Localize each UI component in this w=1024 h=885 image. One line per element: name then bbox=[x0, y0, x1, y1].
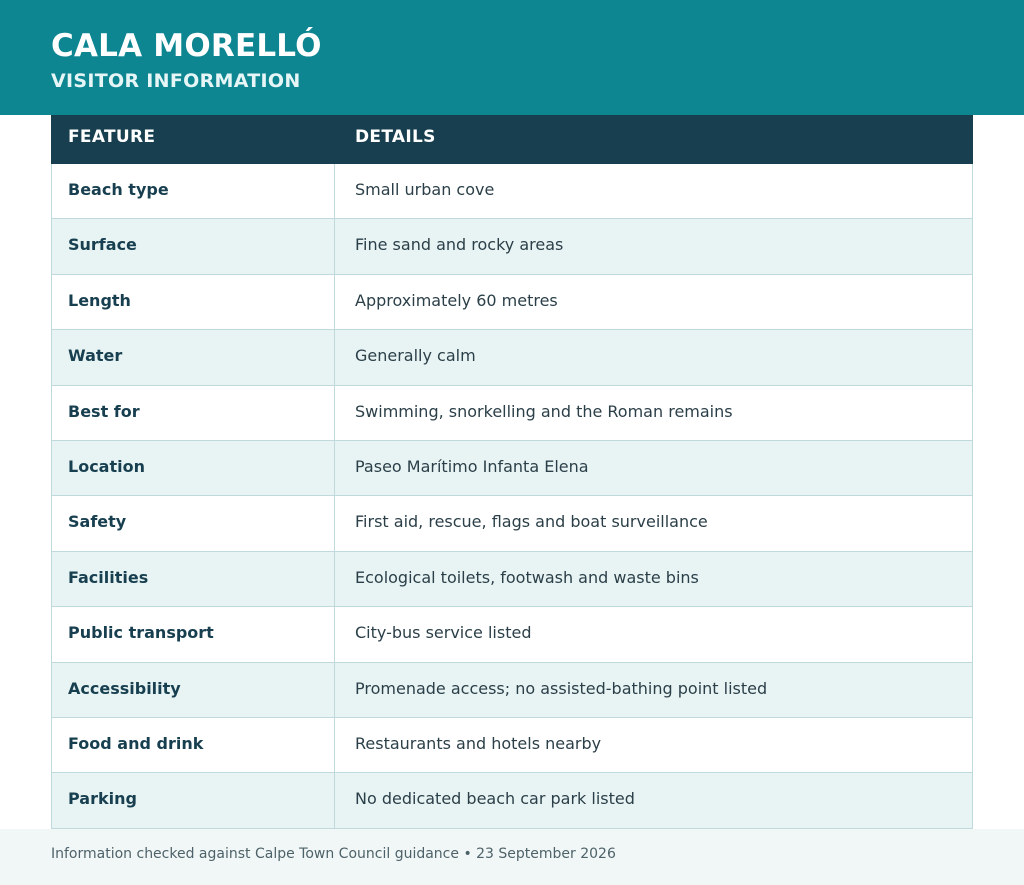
details-cell: Fine sand and rocky areas bbox=[355, 235, 564, 255]
table-row bbox=[51, 164, 973, 219]
details-cell: No dedicated beach car park listed bbox=[355, 789, 635, 809]
feature-cell: Facilities bbox=[52, 552, 335, 606]
details-cell: City-bus service listed bbox=[355, 623, 532, 643]
column-header-feature: FEATURE bbox=[68, 127, 156, 147]
table-row bbox=[51, 718, 973, 773]
details-cell: Small urban cove bbox=[355, 180, 495, 199]
details-cell: Promenade access; no assisted-bathing point listed bbox=[355, 678, 768, 698]
details-cell: First aid, rescue, flags and boat surveillance bbox=[355, 512, 708, 532]
details-cell: Swimming, snorkelling and the Roman remains bbox=[355, 401, 733, 421]
details-cell: Paseo Marítimo Infanta Elena bbox=[355, 456, 589, 476]
feature-cell: Parking bbox=[52, 773, 335, 827]
table-row bbox=[51, 219, 973, 274]
visitor-info-table bbox=[51, 115, 973, 829]
feature-cell: Accessibility bbox=[52, 663, 335, 717]
feature-cell: Safety bbox=[52, 496, 335, 550]
table-row bbox=[51, 275, 973, 330]
table-row bbox=[51, 607, 973, 662]
feature-cell: Water bbox=[52, 330, 335, 384]
table-row bbox=[51, 552, 973, 607]
details-cell: Approximately 60 metres bbox=[355, 290, 558, 310]
page-footer bbox=[0, 829, 1024, 885]
table-row bbox=[51, 773, 973, 828]
feature-cell: Public transport bbox=[52, 607, 335, 661]
feature-cell: Surface bbox=[52, 219, 335, 273]
feature-cell: Beach type bbox=[52, 164, 335, 218]
page-header bbox=[0, 0, 1024, 115]
feature-cell: Location bbox=[52, 441, 335, 495]
table-row bbox=[51, 386, 973, 441]
source-note: Information checked against Calpe Town Council guidance • 23 September 2026 bbox=[51, 846, 616, 862]
table-row bbox=[51, 496, 973, 551]
column-header-details: DETAILS bbox=[355, 127, 436, 147]
page-title: CALA MORELLÓ bbox=[51, 28, 322, 64]
feature-cell: Best for bbox=[52, 386, 335, 440]
feature-cell: Length bbox=[52, 275, 335, 329]
table-row bbox=[51, 663, 973, 718]
feature-cell: Food and drink bbox=[52, 718, 335, 772]
details-cell: Ecological toilets, footwash and waste bins bbox=[355, 567, 699, 587]
details-cell: Restaurants and hotels nearby bbox=[355, 733, 602, 753]
details-cell: Generally calm bbox=[355, 346, 476, 366]
table-row bbox=[51, 330, 973, 385]
table-header bbox=[51, 115, 973, 164]
table-row bbox=[51, 441, 973, 496]
page-subtitle: VISITOR INFORMATION bbox=[51, 70, 301, 92]
